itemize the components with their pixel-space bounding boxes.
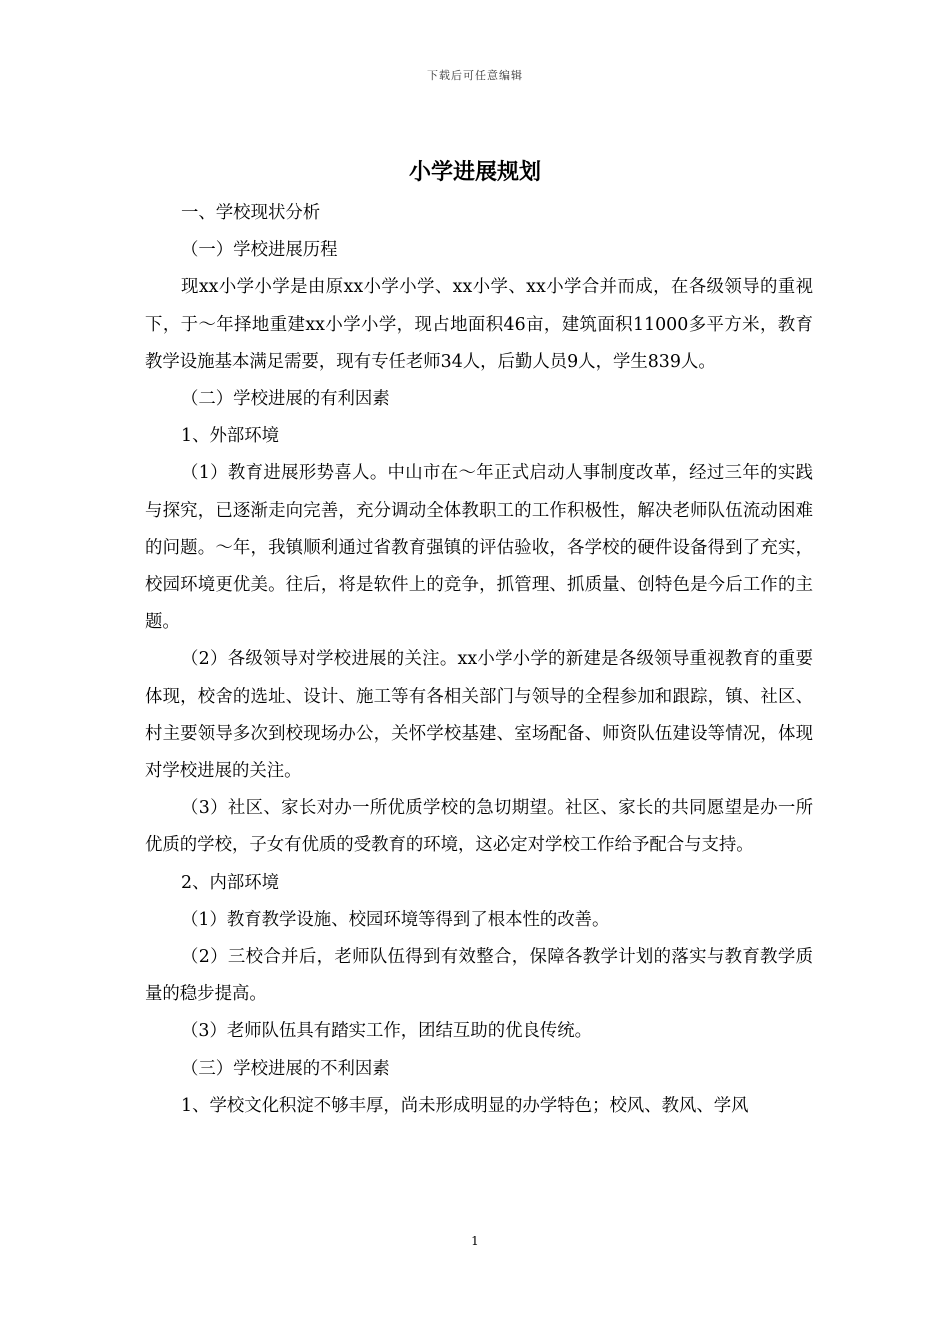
list-heading: 1、外部环境 (181, 426, 280, 447)
subsection-heading: （三）学校进展的不利因素 (181, 1058, 390, 1079)
paragraph: （1）教育进展形势喜人。中山市在～年正式启动人事制度改革，经过三年的实践与探究，已逐渐走向完善，充分调动全体教职工的工作积极性，解决老师队伍流动困难的问题。～年，我镇顺利通过省教育强镇的评估验收，各学校的硬件设备得到了充实，校园环境更优美。往后，将是软件上的竞争，抓管理、抓质量、创特色是今后工作的主题。 (145, 463, 813, 633)
subsection-heading: （一）学校进展历程 (181, 240, 338, 261)
paragraph: （3）社区、家长对办一所优质学校的急切期望。社区、家长的共同愿望是办一所优质的学校，子女有优质的受教育的环境，这必定对学校工作给予配合与支持。 (145, 798, 813, 856)
paragraph: （2）三校合并后，老师队伍得到有效整合，保障各教学计划的落实与教育教学质量的稳步提高。 (145, 947, 813, 1005)
subsection-heading: （二）学校进展的有利因素 (181, 389, 390, 410)
paragraph: （3）老师队伍具有踏实工作，团结互助的优良传统。 (181, 1021, 593, 1042)
page-number: 1 (471, 1234, 479, 1248)
list-heading: 2、内部环境 (181, 872, 280, 893)
paragraph: （2）各级领导对学校进展的关注。xx小学小学的新建是各级领导重视教育的重要体现，校舍的选址、设计、施工等有各相关部门与领导的全程参加和跟踪，镇、社区、村主要领导多次到校现场办公，关怀学校基建、室场配备、师资队伍建设等情况，体现对学校进展的关注。 (145, 649, 813, 782)
paragraph: 现xx小学小学是由原xx小学小学、xx小学、xx小学合并而成，在各级领导的重视下，于～年择地重建xx小学小学，现占地面积46亩，建筑面积11000多平方米，教育教学设施基本满足需要，现有专任老师34人，后勤人员9人，学生839人。 (145, 277, 813, 372)
section-heading: 一、学校现状分析 (181, 203, 321, 223)
document-body (145, 195, 813, 1125)
document-title: 小学进展规划 (408, 160, 541, 185)
paragraph: （1）教育教学设施、校园环境等得到了根本性的改善。 (181, 909, 610, 930)
page-header: 下载后可任意编辑 (427, 69, 523, 82)
paragraph: 1、学校文化积淀不够丰厚，尚未形成明显的办学特色；校风、教风、学风 (181, 1095, 749, 1116)
